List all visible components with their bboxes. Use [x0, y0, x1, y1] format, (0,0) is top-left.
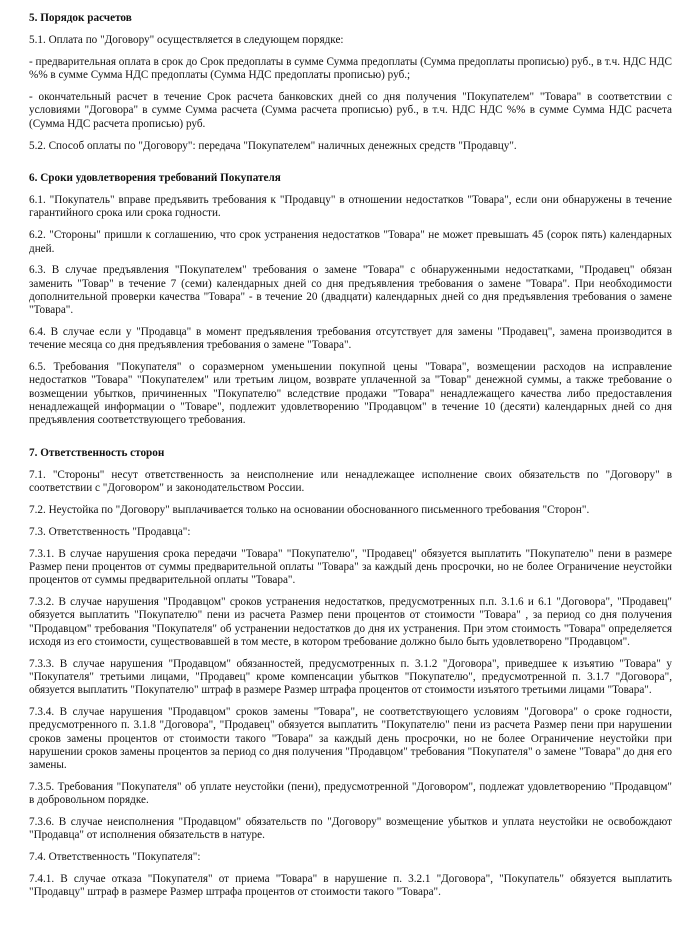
clause-paragraph: 7.3. Ответственность "Продавца":	[29, 525, 191, 538]
clause-paragraph: 7.3.6. В случае неисполнения "Продавцом" обязательств по "Договору" возмещение убытков и уплата неустойки не освобождают "Продавца" от исполнения обязательств в натуре.	[29, 816, 672, 842]
clause-paragraph: 6.3. В случае предъявления "Покупателем" требования о замене "Товара" с обнаруженными недостатками, "Продавец" обязан заменить "Товар" в течение 7 (семи) календарных дней со дня предъявления требования о замене "Товара". При необходимости дополнительной проверки качества "Товара" - в течение 20 (двадцати) календарных дней со дня предъявления требования о замене "Товара".	[29, 264, 672, 317]
clause-paragraph: 7.4. Ответственность "Покупателя":	[29, 851, 201, 864]
clause-paragraph: 7.3.1. В случае нарушения срока передачи "Товара" "Покупателю", "Продавец" обязуется выплатить "Покупателю" пени в размере Размер пени процентов от суммы предварительной оплаты "Товара" за каждый день просрочки, но не более Ограничение неустойки процентов от суммы предварительной оплаты "Товара".	[29, 547, 672, 587]
clause-paragraph: 6.1. "Покупатель" вправе предъявить требования к "Продавцу" в отношении недостатков "Товара", если они обнаружены в течение гарантийного срока или срока годности.	[29, 194, 672, 220]
section-heading: 7. Ответственность сторон	[29, 446, 165, 459]
clause-paragraph: 7.3.2. В случае нарушения "Продавцом" сроков устранения недостатков, предусмотренных п.п. 3.1.6 и 6.1 "Договора", "Продавец" обязуется выплатить "Покупателю" пени из расчета Размер пени процентов от стоимости "Товара" , за период со дня получения "Продавцом" требования "Покупателя" об устранении недостатков до дня их устранения. При этом стоимость "Товара" определяется исходя из его стоимости, существовавшей в том месте, в котором требование должно было быть удовлетворено "Продавцом".	[29, 596, 672, 648]
clause-paragraph: - предварительная оплата в срок до Срок предоплаты в сумме Сумма предоплаты (Сумма предоплаты прописью) руб., в т.ч. НДС НДС %% в сумме Сумма НДС предоплаты (Сумма НДС предоплаты прописью) руб.;	[29, 56, 672, 82]
clause-paragraph: - окончательный расчет в течение Срок расчета банковских дней со дня получения "Покупателем" "Товара" в соответствии с условиями "Договора" в сумме Сумма расчета (Сумма расчета прописью) руб., в т.ч. НДС НДС %% в сумме Сумма НДС расчета (Сумма НДС расчета прописью) руб.	[29, 91, 672, 130]
clause-paragraph: 6.2. "Стороны" пришли к соглашению, что срок устранения недостатков "Товара" не может превышать 45 (сорок пять) календарных дней.	[29, 229, 672, 255]
document-body	[29, 12, 672, 900]
clause-paragraph: 7.4.1. В случае отказа "Покупателя" от приема "Товара" в нарушение п. 3.2.1 "Договора", "Покупатель" обязуется выплатить "Продавцу" штраф в размере Размер штрафа процентов от стоимости такого "Товара".	[29, 873, 672, 899]
clause-paragraph: 6.5. Требования "Покупателя" о соразмерном уменьшении покупной цены "Товара", возмещении расходов на исправление недостатков "Товара" "Покупателем" или третьим лицом, возврате уплаченной за "Товар" денежной суммы, а также требование о возмещении убытков, причиненных "Покупателю" вследствие продажи "Товара" ненадлежащего качества либо предоставления ненадлежащей информации о "Товаре", подлежит удовлетворению "Продавцом" в течение 10 (десяти) календарных дней со дня предъявления соответствующего требования.	[29, 361, 672, 427]
clause-paragraph: 5.1. Оплата по "Договору" осуществляется в следующем порядке:	[29, 34, 344, 47]
clause-paragraph: 5.2. Способ оплаты по "Договору": передача "Покупателем" наличных денежных средств "Продавцу".	[29, 139, 517, 152]
clause-paragraph: 7.3.5. Требования "Покупателя" об уплате неустойки (пени), предусмотренной "Договором", подлежат удовлетворению "Продавцом" в добровольном порядке.	[29, 781, 672, 807]
clause-paragraph: 7.1. "Стороны" несут ответственность за неисполнение или ненадлежащее исполнение своих обязательств по "Договору" в соответствии с "Договором" и законодательством России.	[29, 468, 672, 495]
section-heading: 5. Порядок расчетов	[29, 12, 132, 24]
clause-paragraph: 6.4. В случае если у "Продавца" в момент предъявления требования отсутствует для замены "Продавец", замена производится в течение месяца со дня предъявления требования о замене "Товара".	[29, 326, 672, 352]
clause-paragraph: 7.3.3. В случае нарушения "Продавцом" обязанностей, предусмотренных п. 3.1.2 "Договора", приведшее к изъятию "Товара" у "Покупателя" третьими лицами, "Продавец" кроме компенсации убытков "Покупателю", предусмотренной п. 3.1.7 "Договора", обязуется выплатить "Покупателю" штраф в размере Размер штрафа процентов от стоимости изъятого третьими лицами "Товара".	[29, 657, 672, 697]
clause-paragraph: 7.2. Неустойка по "Договору" выплачивается только на основании обоснованного письменного требования "Сторон".	[29, 504, 590, 517]
section-heading: 6. Сроки удовлетворения требований Покупателя	[29, 171, 281, 184]
clause-paragraph: 7.3.4. В случае нарушения "Продавцом" сроков замены "Товара", не соответствующего условиям "Договора" о сроке годности, предусмотренного п. 3.1.8 "Договора", "Продавец" обязуется выплатить "Покупателю" пени из расчета Размер пени при нарушении сроков замены процентов от стоимости такого "Товара" за каждый день просрочки, но не более Ограничение неустойки при нарушении сроков замены процентов за период со дня получения "Продавцом" требования "Покупателя" о замене "Товара" до дня его замены.	[29, 706, 672, 772]
